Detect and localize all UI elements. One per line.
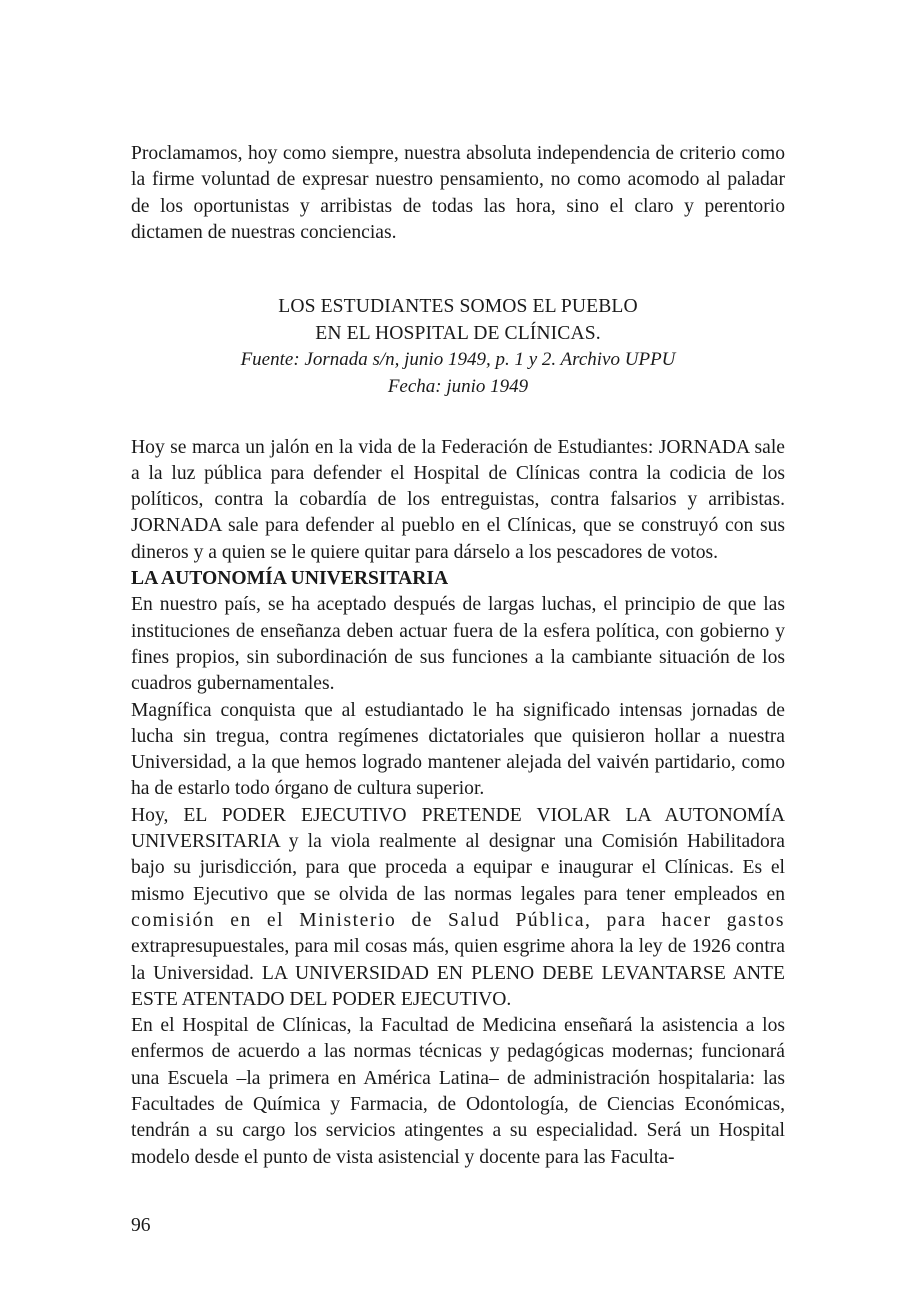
page-number: 96 [131,1215,151,1236]
article-heading [131,294,785,400]
paragraph-autonomy-principle: En nuestro país, se ha aceptado después de largas luchas, el principio de que las instituciones de enseñanza deben actuar fuera de la esfera política, con gobierno y fines propios, sin subordinación de sus funciones a la cambiante situación de los cuadros gubernamentales. [131,594,785,695]
article-date: Fecha: junio 1949 [387,375,529,397]
page-body [131,141,785,1171]
article-title-line-1: LOS ESTUDIANTES SOMOS EL PUEBLO [278,296,638,318]
article-title-line-2: EN EL HOSPITAL DE CLÍNICAS. [315,322,601,344]
paragraph-executive-power-part-2: comisión en el Ministerio de Salud Pública, para hacer gastos [131,909,785,931]
intro-paragraph: Proclamamos, hoy como siempre, nuestra absoluta independencia de criterio como la firme voluntad de expresar nuestro pensamiento, no como acomodo al paladar de los oportunistas y arribistas de todas las hora, sino el claro y perentorio dictamen de nuestras conciencias. [131,143,785,243]
opening-paragraph: Hoy se marca un jalón en la vida de la Federación de Estudiantes: JORNADA sale a la luz pública para defender el Hospital de Clínicas contra la codicia de los políticos, contra la cobardía de los entreguistas, contra falsarios y arribistas. JORNADA sale para defender al pueblo en el Clínicas, que se construyó con sus dineros y a quien se le quiere quitar para dárselo a los pescadores de votos. [131,436,785,563]
paragraph-hospital-model: En el Hospital de Clínicas, la Facultad de Medicina enseñará la asistencia a los enfermos de acuerdo a las normas técnicas y pedagógicas modernas; funcionará una Escuela –la primera en América Latina– de administración hospitalaria: las Facultades de Química y Farmacia, de Odontología, de Ciencias Económicas, tendrán a su cargo los servicios atingentes a su especialidad. Será un Hospital modelo desde el punto de vista asistencial y docente para las Faculta- [131,1015,785,1168]
section-heading: LA AUTONOMÍA UNIVERSITARIA [131,568,449,590]
article-source: Fuente: Jornada s/n, junio 1949, p. 1 y 2. Archivo UPPU [240,349,676,371]
paragraph-executive-power-part-1: Hoy, EL PODER EJECUTIVO PRETENDE VIOLAR LA AUTONOMÍA UNIVERSITARIA y la viola realmente al designar una Comisión Habilitadora bajo su jurisdicción, para que proceda a equipar e inaugurar el Clínicas. Es el mismo Ejecutivo que se olvida de las normas legales para tener empleados en [131,804,785,905]
paragraph-executive-power [131,803,785,1013]
paragraph-executive-power-part-3: extrapresupuestales, para mil cosas más, quien esgrime ahora la ley de 1926 contra la Universidad. LA UNIVERSIDAD EN PLENO DEBE LEVANTARSE ANTE ESTE ATENTADO DEL PODER EJECUTIVO. [131,936,785,1010]
paragraph-student-struggle: Magnífica conquista que al estudiantado le ha significado intensas jornadas de lucha sin tregua, contra regímenes dictatoriales que quisieron hollar a nuestra Universidad, a la que hemos logrado mantener alejada del vaivén partidario, como ha de estarlo todo órgano de cultura superior. [131,699,785,800]
